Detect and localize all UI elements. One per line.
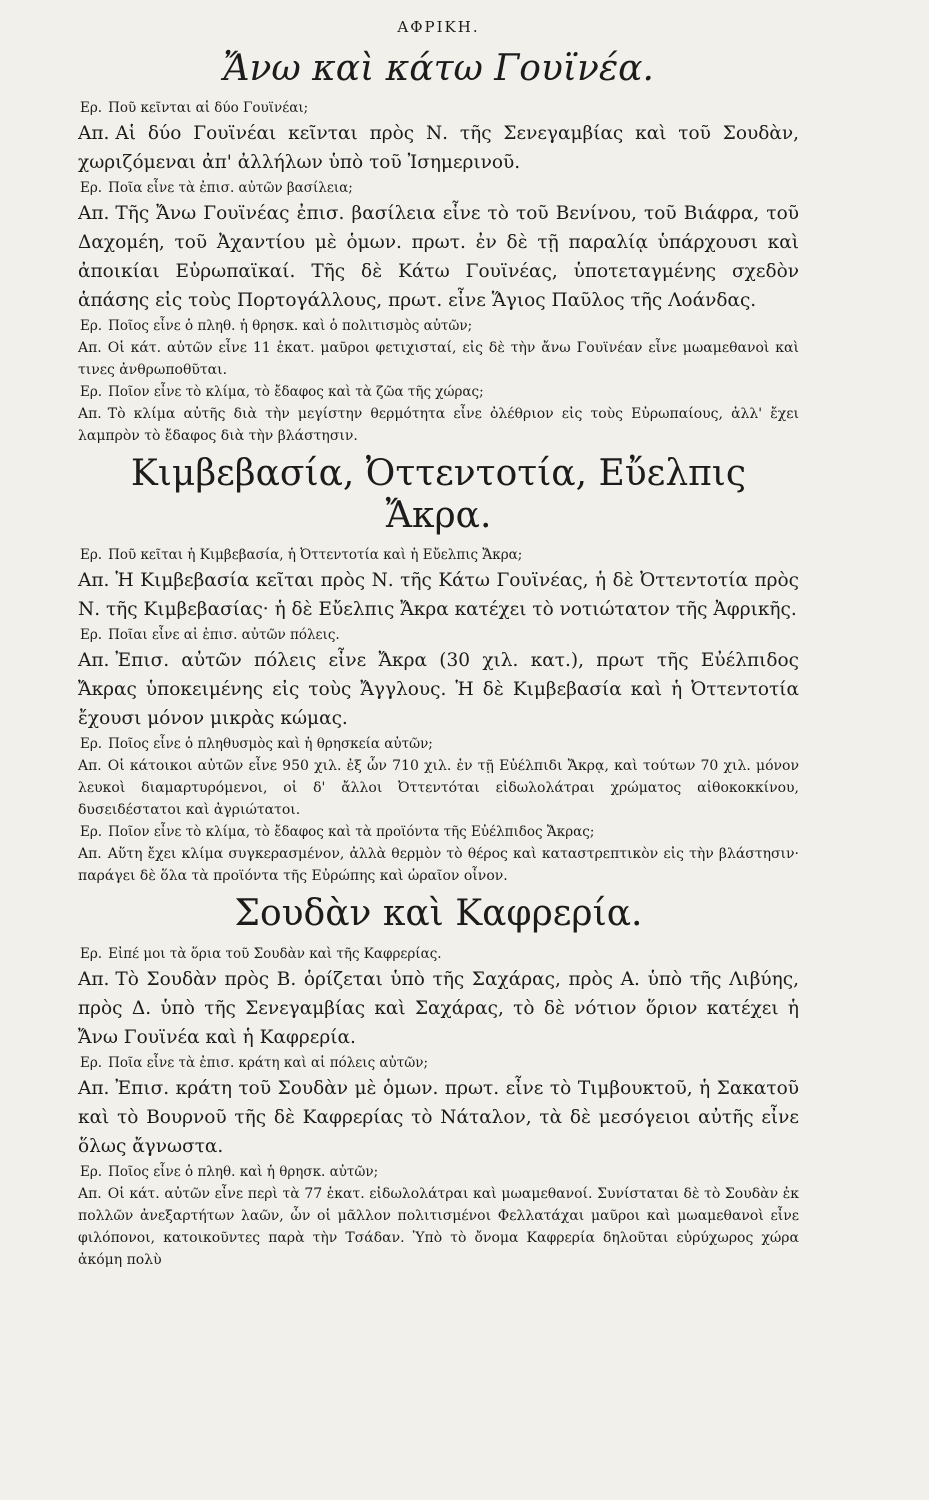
section-title: Σουδὰν καὶ Καφρερία. bbox=[234, 893, 643, 935]
answer bbox=[78, 337, 799, 381]
answer-text: Οἱ κάτ. αὐτῶν εἶνε περὶ τὰ 77 ἑκατ. εἰδωλολάτραι καὶ μωαμεθανοί. Συνίσταται δὲ τὸ Σουδὰν ἐκ πολλῶν ἀνεξαρτήτων λαῶν, ὧν οἱ μᾶλλον πολιτισμένοι Φελλατάχαι μαῦροι καὶ μωαμεθανοὶ εἶνε φιλόπονοι, κατοικοῦντες παρὰ τὴν Τσάδαν. Ὑπὸ τὸ ὄνομα Καφρερία δηλοῦται εὐρύχωρος χώρα ἀκόμη πολὺ bbox=[78, 1185, 799, 1268]
answer bbox=[78, 843, 799, 887]
answer bbox=[78, 199, 799, 315]
question-text: Ποῖον εἶνε τὸ κλίμα, τὸ ἔδαφος καὶ τὰ ζῶα τῆς χώρας; bbox=[108, 384, 484, 401]
question-text: Ποῖαι εἶνε αἱ ἐπισ. αὐτῶν πόλεις. bbox=[108, 627, 340, 644]
question-prefix: Ερ. bbox=[80, 824, 103, 841]
question-text: Ποῖα εἶνε τὰ ἐπισ. κράτη καὶ αἱ πόλεις αὐτῶν; bbox=[108, 1054, 428, 1071]
answer-prefix: Απ. bbox=[78, 570, 110, 592]
answer bbox=[78, 755, 799, 821]
answer-text: Οἱ κάτ. αὐτῶν εἶνε 11 ἑκατ. μαῦροι φετιχισταί, εἰς δὲ τὴν ἄνω Γουϊνέαν εἶνε μωαμεθανοὶ καὶ τινες ἀνθρωποθῦται. bbox=[78, 340, 799, 379]
section-guinea bbox=[78, 48, 799, 447]
answer-text: Ἐπισ. αὐτῶν πόλεις εἶνε Ἄκρα (30 χιλ. κατ.), πρωτ τῆς Εὐέλπιδος Ἄκρας ὑποκειμένης εἰς τοὺς Ἄγγλους. Ἡ δὲ Κιμβεβασία καὶ ἡ Ὀττεντοτία ἔχουσι μόνον μικρὰς κώμας. bbox=[78, 650, 799, 730]
answer-prefix: Απ. bbox=[78, 123, 110, 145]
answer-prefix: Απ. bbox=[78, 340, 102, 357]
answer-text: Τὸ Σουδὰν πρὸς Β. ὁρίζεται ὑπὸ τῆς Σαχάρας, πρὸς Α. ὑπὸ τῆς Λιβύης, πρὸς Δ. ὑπὸ τῆς Σενεγαμβίας καὶ Σαχάρας, τὸ δὲ νότιον ὅριον κατέχει ἡ Ἄνω Γουϊνέα καὶ ἡ Καφρερία. bbox=[78, 968, 799, 1048]
question bbox=[78, 624, 799, 646]
answer-text: Τὸ κλίμα αὐτῆς διὰ τὴν μεγίστην θερμότητα εἶνε ὀλέθριον εἰς τοὺς Εὐρωπαίους, ἀλλ' ἔχει λαμπρὸν τὸ ἔδαφος διὰ τὴν βλάστησιν. bbox=[78, 406, 799, 445]
question-text: Ποῖος εἶνε ὁ πληθ. καὶ ἡ θρησκ. αὐτῶν; bbox=[108, 1163, 379, 1180]
question-text: Ποῖος εἶνε ὁ πληθυσμὸς καὶ ἡ θρησκεία αὐτῶν; bbox=[108, 736, 433, 753]
answer bbox=[78, 646, 799, 733]
answer-text: Αἱ δύο Γουϊνέαι κεῖνται πρὸς Ν. τῆς Σενεγαμβίας καὶ τοῦ Σουδὰν, χωριζόμεναι ἀπ' ἀλλήλων ὑπὸ τοῦ Ἰσημερινοῦ. bbox=[78, 123, 799, 174]
question bbox=[78, 97, 799, 119]
answer-prefix: Απ. bbox=[78, 968, 110, 990]
answer-prefix: Απ. bbox=[78, 846, 102, 863]
question bbox=[78, 733, 799, 755]
section-sudan bbox=[78, 893, 799, 1270]
question bbox=[78, 177, 799, 199]
question-text: Ποῖα εἶνε τὰ ἐπισ. αὐτῶν βασίλεια; bbox=[108, 180, 353, 197]
section-title: Ἄνω καὶ κάτω Γουϊνέα. bbox=[223, 48, 654, 89]
question bbox=[78, 315, 799, 337]
question bbox=[78, 1161, 799, 1183]
answer-prefix: Απ. bbox=[78, 1077, 110, 1099]
question-text: Ποῦ κεῖνται αἱ δύο Γουϊνέαι; bbox=[108, 100, 309, 117]
question-prefix: Ερ. bbox=[80, 318, 103, 335]
question-text: Εἰπέ μοι τὰ ὅρια τοῦ Σουδὰν καὶ τῆς Καφρερίας. bbox=[108, 945, 442, 962]
answer-text: Οἱ κάτοικοι αὐτῶν εἶνε 950 χιλ. ἐξ ὧν 710 χιλ. ἐν τῇ Εὐέλπιδι Ἄκρᾳ, καὶ τούτων 70 χιλ. μόνον λευκοὶ διαμαρτυρόμενοι, οἱ δ' ἄλλοι Ὀττεντόται εἰδωλολάτραι χρώματος αἰθοκοκκίνου, δυσειδέστατοι καὶ ἀγριώτατοι. bbox=[78, 758, 799, 819]
answer-text: Τῆς Ἄνω Γουϊνέας ἐπισ. βασίλεια εἶνε τὸ τοῦ Βενίνου, τοῦ Βιάφρα, τοῦ Δαχομέη, τοῦ Ἀχαντίου μὲ ὁμων. πρωτ. ἐν δὲ τῇ παραλίᾳ ὑπάρχουσι καὶ ἀποικίαι Εὐρωπαϊκαί. Τῆς δὲ Κάτω Γουϊνέας, ὑποτεταγμένης σχεδὸν ἁπάσης εἰς τοὺς Πορτογάλλους, πρωτ. εἶνε Ἅγιος Παῦλος τῆς Λοάνδας. bbox=[78, 203, 799, 312]
answer bbox=[78, 119, 799, 177]
answer-text: Ἡ Κιμβεβασία κεῖται πρὸς Ν. τῆς Κάτω Γουϊνέας, ἡ δὲ Ὀττεντοτία πρὸς Ν. τῆς Κιμβεβασίας· ἡ δὲ Εὔελπις Ἄκρα κατέχει τὸ νοτιώτατον τῆς Ἀφρικῆς. bbox=[78, 570, 799, 621]
question-text: Ποῖος εἶνε ὁ πληθ. ἡ θρησκ. καὶ ὁ πολιτισμὸς αὐτῶν; bbox=[108, 318, 473, 335]
answer-prefix: Απ. bbox=[78, 758, 102, 775]
question-prefix: Ερ. bbox=[80, 1054, 103, 1071]
question-prefix: Ερ. bbox=[80, 627, 103, 644]
question-prefix: Ερ. bbox=[80, 384, 103, 401]
answer-prefix: Απ. bbox=[78, 406, 102, 423]
answer bbox=[78, 403, 799, 447]
answer-prefix: Απ. bbox=[78, 1185, 102, 1202]
question-prefix: Ερ. bbox=[80, 945, 103, 962]
answer bbox=[78, 965, 799, 1052]
question-text: Ποῖον εἶνε τὸ κλίμα, τὸ ἔδαφος καὶ τὰ προϊόντα τῆς Εὐέλπιδος Ἄκρας; bbox=[108, 824, 595, 841]
question-prefix: Ερ. bbox=[80, 547, 103, 564]
answer-text: Ἐπισ. κράτη τοῦ Σουδὰν μὲ ὁμων. πρωτ. εἶνε τὸ Τιμβουκτοῦ, ἡ Σακατοῦ καὶ τὸ Βουρνοῦ τῆς δὲ Καφρερίας τὸ Νάταλον, τὰ δὲ μεσόγειοι αὐτῆς εἶνε ὅλως ἄγνωστα. bbox=[78, 1077, 799, 1157]
question-prefix: Ερ. bbox=[80, 100, 103, 117]
question-text: Ποῦ κεῖται ἡ Κιμβεβασία, ἡ Ὀττεντοτία καὶ ἡ Εὔελπις Ἄκρα; bbox=[108, 547, 523, 564]
section-cimbebasia bbox=[78, 453, 799, 887]
question bbox=[78, 544, 799, 566]
question bbox=[78, 943, 799, 965]
answer bbox=[78, 1074, 799, 1161]
question bbox=[78, 821, 799, 843]
question-prefix: Ερ. bbox=[80, 180, 103, 197]
question bbox=[78, 1052, 799, 1074]
question-prefix: Ερ. bbox=[80, 736, 103, 753]
question bbox=[78, 381, 799, 403]
answer bbox=[78, 566, 799, 624]
answer-text: Αὕτη ἔχει κλίμα συγκερασμένον, ἀλλὰ θερμὸν τὸ θέρος καὶ καταστρεπτικὸν εἰς τὴν βλάστησιν· παράγει δὲ ὅλα τὰ προϊόντα τῆς Εὐρώπης καὶ ὡραῖον οἶνον. bbox=[78, 846, 799, 885]
section-title: Κιμβεβασία, Ὀττεντοτία, Εὔελπις Ἄκρα. bbox=[130, 453, 747, 536]
answer-prefix: Απ. bbox=[78, 203, 110, 225]
answer bbox=[78, 1183, 799, 1271]
answer-prefix: Απ. bbox=[78, 650, 110, 672]
running-head: ΑΦΡΙΚΗ. bbox=[397, 18, 480, 36]
question-prefix: Ερ. bbox=[80, 1163, 103, 1180]
